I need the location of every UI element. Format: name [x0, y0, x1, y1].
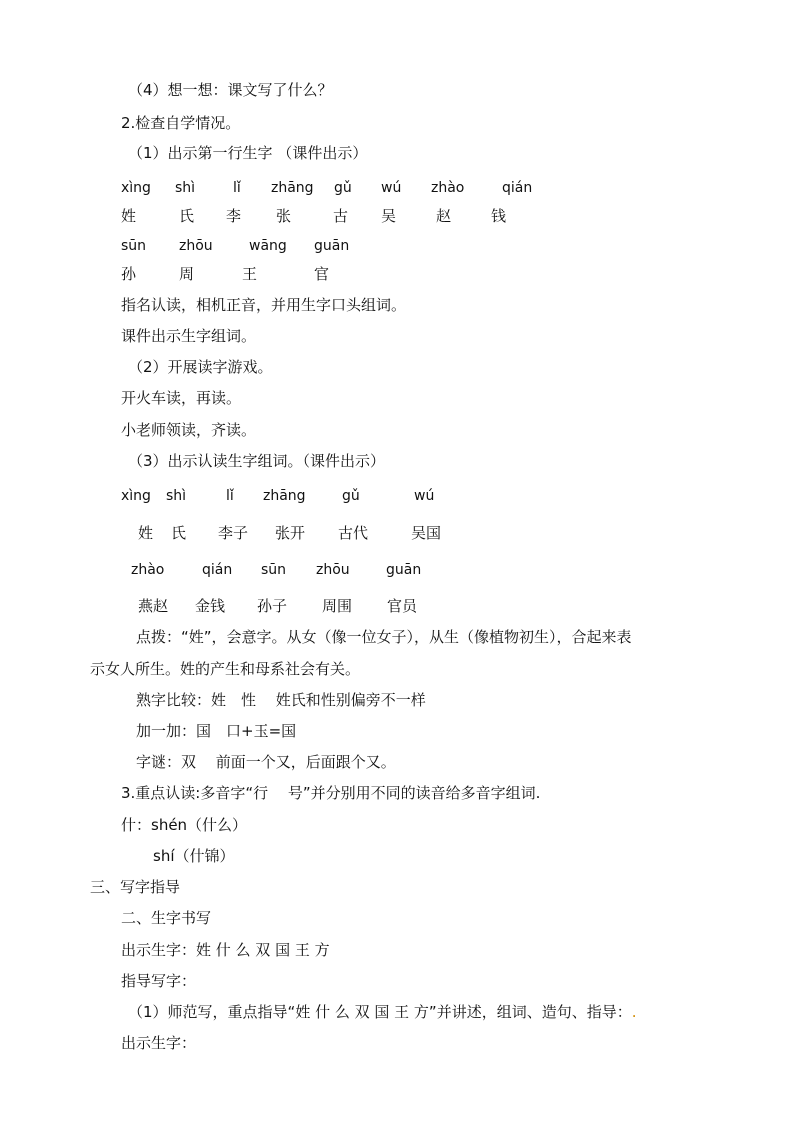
- pinyin: gǔ: [342, 488, 360, 504]
- compare-line: 熟字比较：姓 性 姓氏和性别偏旁不一样: [136, 691, 426, 709]
- pinyin: zhāng: [263, 488, 306, 504]
- word: 张开: [275, 524, 306, 542]
- pinyin: zhōu: [316, 562, 350, 578]
- pinyin: lǐ: [226, 488, 234, 504]
- pinyin: sūn: [261, 562, 287, 578]
- hanzi: 张: [276, 207, 292, 225]
- word: 李子: [218, 524, 249, 542]
- riddle-line: 字谜：双 前面一个又，后面跟个又。: [136, 753, 396, 771]
- pinyin: zhào: [131, 562, 165, 578]
- teacher-demo-line: [128, 1002, 636, 1022]
- pinyin: xìng: [121, 488, 151, 504]
- hanzi: 孙: [121, 265, 137, 283]
- word: 官员: [387, 597, 418, 615]
- little-teacher-line: 小老师领读，齐读。: [121, 421, 257, 439]
- hanzi: 姓: [121, 207, 137, 225]
- hanzi: 王: [242, 265, 258, 283]
- pinyin: sūn: [121, 238, 147, 254]
- polyphone-heading: 3.重点认读:多音字“行 号”并分别用不同的读音给多音字组词.: [121, 784, 541, 802]
- pinyin: gǔ: [334, 180, 352, 196]
- word: 姓: [138, 524, 154, 542]
- pinyin: wú: [381, 180, 402, 196]
- hanzi: 古: [333, 207, 349, 225]
- pinyin: wāng: [249, 238, 287, 254]
- hanzi: 周: [179, 265, 195, 283]
- pinyin: guān: [314, 238, 350, 254]
- orange-dot: .: [631, 1003, 637, 1021]
- train-reading-line: 开火车读，再读。: [121, 389, 242, 407]
- name-reading-line: 指名认读，相机正音，并用生字口头组词。: [121, 296, 407, 314]
- pinyin: qián: [202, 562, 233, 578]
- pinyin: zhào: [431, 180, 465, 196]
- pinyin: wú: [414, 488, 435, 504]
- hanzi: 官: [314, 265, 330, 283]
- step-4-think: （4）想一想：课文写了什么？: [128, 81, 333, 99]
- guide-writing-line: 指导写字：: [121, 972, 197, 990]
- hanzi: 赵: [436, 207, 452, 225]
- show-words-line: 课件出示生字组词。: [121, 327, 257, 345]
- word: 金钱: [195, 597, 226, 615]
- pinyin: shì: [175, 180, 196, 196]
- hanzi: 氏: [179, 207, 195, 225]
- word: 燕赵: [138, 597, 169, 615]
- add-up-line: 加一加：国 口+玉=国: [136, 722, 297, 740]
- teacher-demo-text: （1）师范写，重点指导“姓 什 么 双 国 王 方”并讲述，组词、造句、指导：: [128, 1003, 632, 1021]
- check-self-study-heading: 2.检查自学情况。: [121, 114, 241, 132]
- word: 孙子: [257, 597, 288, 615]
- hint-paragraph-line-2: 示女人所生。姓的产生和母系社会有关。: [90, 660, 361, 678]
- word: 古代: [338, 524, 369, 542]
- show-characters-line-2: 出示生字：: [121, 1034, 197, 1052]
- word: 吴国: [411, 524, 442, 542]
- show-word-groups-heading: （3）出示认读生字组词。（课件出示）: [128, 452, 386, 470]
- word: 氏: [171, 524, 187, 542]
- hint-paragraph-line-1: 点拨：“姓”，会意字。从女（像一位女子），从生（像植物初生），合起来表: [136, 628, 632, 646]
- pinyin: zhōu: [179, 238, 213, 254]
- pinyin: lǐ: [233, 180, 241, 196]
- pinyin: shì: [166, 488, 187, 504]
- shen-reading: 什：shén（什么）: [121, 816, 248, 834]
- pinyin: qián: [502, 180, 533, 196]
- hanzi: 李: [226, 207, 242, 225]
- pinyin: guān: [386, 562, 422, 578]
- hanzi: 钱: [491, 207, 507, 225]
- pinyin: xìng: [121, 180, 151, 196]
- shi-reading: shí（什锦）: [153, 847, 235, 865]
- reading-game-heading: （2）开展读字游戏。: [128, 358, 273, 376]
- section-three-heading: 三、写字指导: [90, 878, 181, 896]
- show-first-row-heading: （1）出示第一行生字 （课件出示）: [128, 144, 368, 162]
- pinyin: zhāng: [271, 180, 314, 196]
- hanzi: 吴: [381, 207, 397, 225]
- word: 周围: [322, 597, 353, 615]
- section-two-heading: 二、生字书写: [121, 909, 212, 927]
- show-characters-line: 出示生字：姓 什 么 双 国 王 方: [121, 941, 330, 959]
